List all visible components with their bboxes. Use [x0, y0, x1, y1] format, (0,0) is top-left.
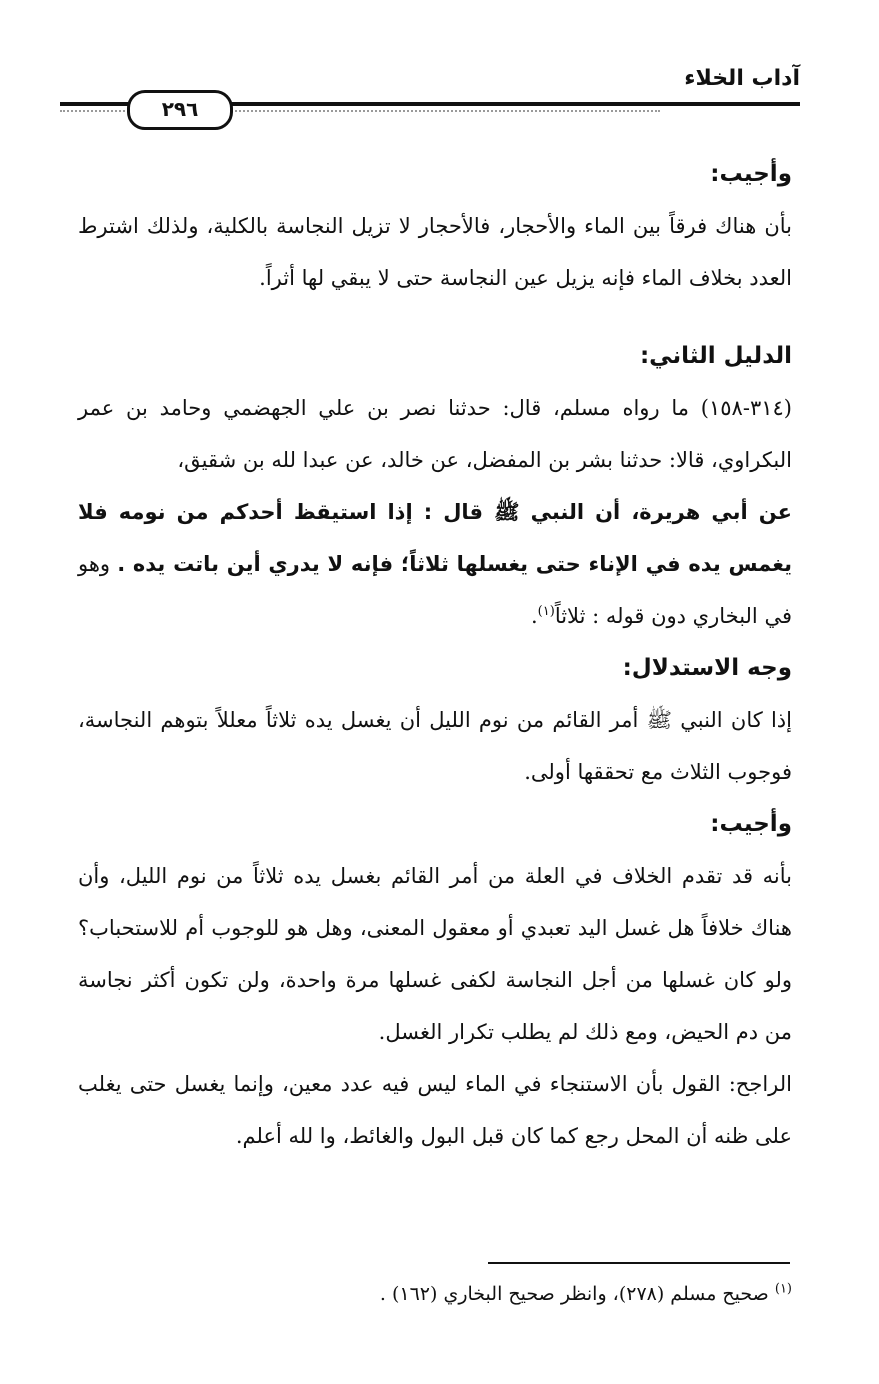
footnote-text: صحيح مسلم (٢٧٨)، وانظر صحيح البخاري (١٦٢) . — [379, 1283, 769, 1305]
conclusion-paragraph: الراجح: القول بأن الاستنجاء في الماء ليس فيه عدد معين، وإنما يغسل حتى يغلب على ظنه أن المحل رجع كما كان قبل البول والغائط، وا لله أعلم. — [78, 1072, 793, 1148]
reply-paragraph-2: بأنه قد تقدم الخلاف في العلة من أمر القائم بغسل يده ثلاثاً من نوم الليل، وأن هناك خلافاً هل غسل اليد تعبدي أو معقول المعنى، وهل هو للوجوب أم للاستحباب؟ ولو كان غسلها من أجل النجاسة لكفى غسلها مرة واحدة، ولن تكون أكثر نجاسة من دم الحيض، ومع ذلك لم يطلب تكرار الغسل. — [78, 864, 792, 1044]
footnote-reference[interactable]: (١) — [537, 604, 555, 619]
running-title: آداب الخلاء — [684, 66, 800, 91]
footnote-rule — [488, 1262, 790, 1264]
spacer — [78, 304, 792, 330]
inference-paragraph: إذا كان النبي ﷺ أمر القائم من نوم الليل أن يغسل يده ثلاثاً معللاً بتوهم النجاسة، فوجوب الثلاث مع تحققها أولى. — [78, 708, 792, 784]
hadith-text: عن أبي هريرة، أن النبي ﷺ قال : إذا استيقظ أحدكم من نومه فلا يغمس يده في الإناء حتى يغسلها ثلاثاً؛ فإنه لا يدري أين باتت يده . — [78, 500, 792, 576]
hadith-note: وهو في البخاري دون قوله : ثلاثاً — [78, 552, 792, 628]
footnote-marker: (١) — [774, 1281, 792, 1297]
evidence-heading: الدليل الثاني: — [639, 343, 792, 369]
footnote — [78, 1278, 792, 1310]
page-number: ٢٩٦ — [127, 90, 233, 130]
inference-heading: وجه الاستدلال: — [622, 655, 792, 681]
isnad-paragraph: (٣١٤-١٥٨) ما رواه مسلم، قال: حدثنا نصر بن علي الجهضمي وحامد بن عمر البكراوي، قالا: حدثنا بشر بن المفضل، عن خالد، عن عبدا لله بن شقيق، — [78, 396, 792, 472]
reply-paragraph-1: بأن هناك فرقاً بين الماء والأحجار، فالأحجار لا تزيل النجاسة بالكلية، ولذلك اشترط العدد بخلاف الماء فإنه يزيل عين النجاسة حتى لا يبقي لها أثراً. — [78, 214, 792, 290]
page-body — [78, 148, 792, 1162]
hadith-note-end: . — [530, 604, 538, 628]
reply-heading-1: وأجيب: — [710, 161, 792, 187]
hadith-paragraph — [78, 486, 792, 642]
reply-heading-2: وأجيب: — [710, 811, 792, 837]
